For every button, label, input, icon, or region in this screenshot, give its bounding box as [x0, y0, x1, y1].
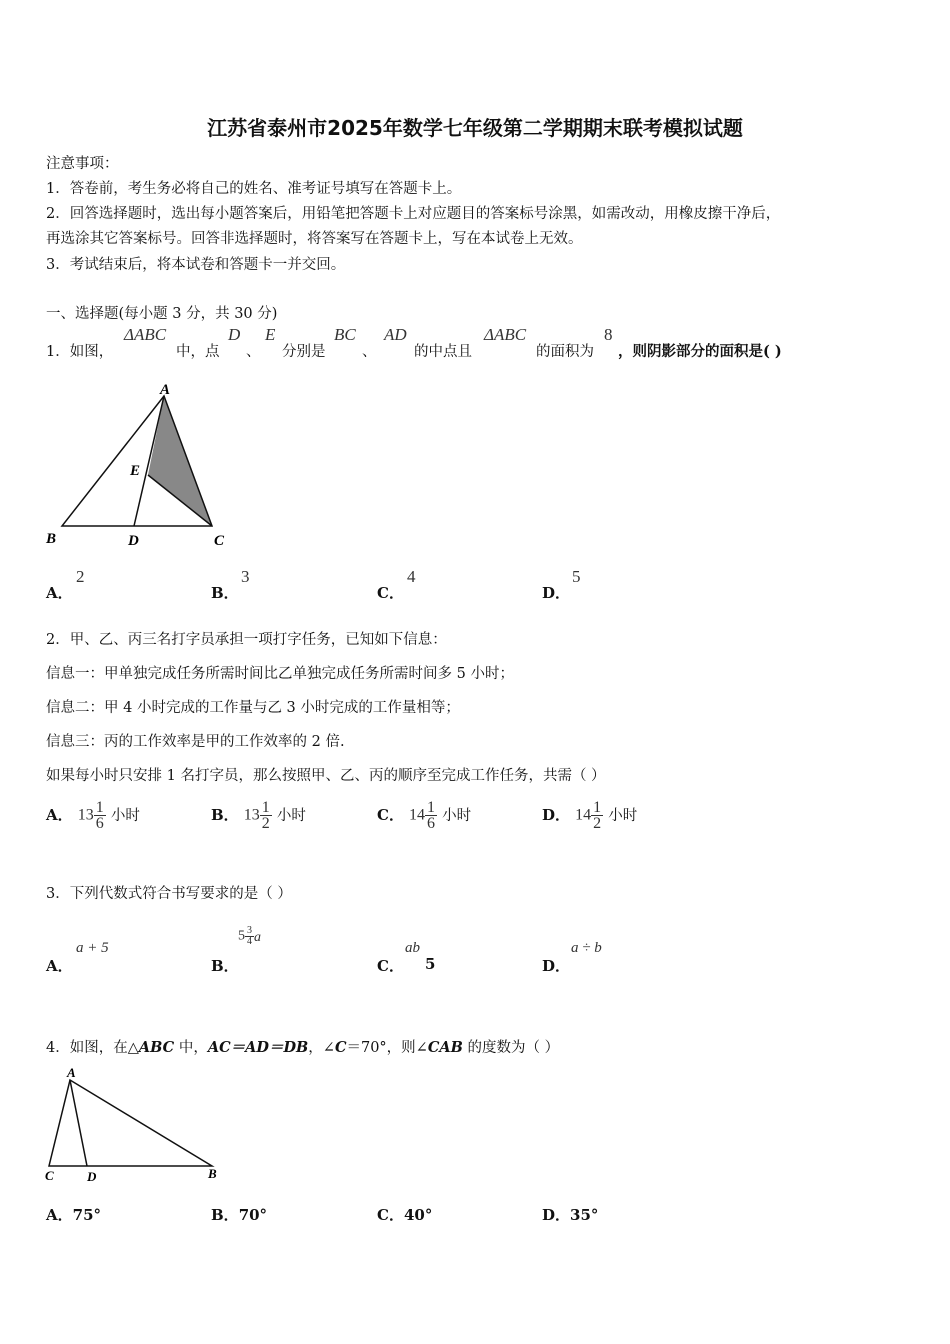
q1-math-8: 8	[604, 325, 613, 344]
q3-option-b-denominator: 4	[247, 936, 252, 947]
q3-option-d-expr: a ÷ b	[571, 940, 602, 956]
q2-option-c-fraction	[425, 800, 437, 831]
q2-option-c-unit: 小时	[442, 808, 472, 824]
q2-info-2: 信息二：甲 4 小时完成的工作量与乙 3 小时完成的工作量相等；	[46, 700, 460, 716]
q1-option-d-letter: D．	[542, 584, 571, 602]
page-title: 江苏省泰州市2025年数学七年级第二学期期末联考模拟试题	[207, 116, 743, 140]
q2-option-b	[211, 800, 306, 831]
q2-option-a-numerator: 1	[95, 799, 104, 816]
q2-intro: 2．甲、乙、丙三名打字员承担一项打字任务，已知如下信息：	[46, 632, 447, 648]
q3-option-c-suffix: 5	[425, 955, 436, 973]
q1-label-d: D	[128, 533, 139, 549]
q2-option-a-whole: 13	[77, 806, 94, 824]
q1-triangle-figure	[40, 380, 240, 555]
q3-option-a-expr: a + 5	[76, 940, 109, 956]
q1-text-2: 中，点	[176, 344, 220, 360]
q1-math-ad: AD	[384, 325, 407, 344]
q4-label-d: D	[87, 1169, 97, 1184]
q4-text-4: ＝70°，则∠	[346, 1040, 428, 1056]
notice-item-2: 2．回答选择题时，选出每小题答案后，用铅笔把答题卡上对应题目的答案标号涂黑，如需改动，用橡皮擦干净后，	[46, 206, 781, 222]
q4-bold-equal: AC＝AD＝DB	[207, 1039, 309, 1056]
q4-text-5: 的度数为（ ）	[462, 1040, 560, 1056]
section-heading: 一、选择题(每小题 3 分，共 30 分)	[46, 306, 278, 322]
q3-option-b-var: a	[254, 930, 261, 945]
q2-option-b-fraction	[260, 800, 272, 831]
q2-option-b-whole: 13	[243, 806, 260, 824]
q4-bold-c: C	[334, 1039, 347, 1056]
q4-option-a-value: 75°	[72, 1206, 102, 1224]
q1-math-bc: BC	[334, 325, 356, 344]
q2-option-d-whole: 14	[575, 806, 592, 824]
q3-option-c-expr: ab	[405, 940, 420, 956]
q1-text-7: 的面积为	[536, 344, 594, 360]
q2-option-d-denominator: 2	[593, 815, 602, 832]
q2-option-d-numerator: 1	[593, 799, 602, 816]
q2-option-c-letter: C．	[377, 806, 404, 824]
q2-option-d-fraction	[591, 800, 603, 831]
q4-option-b-value: 70°	[238, 1206, 268, 1224]
q1-text-3: 、	[246, 344, 261, 360]
notice-item-2-cont: 再选涂其它答案标号。回答非选择题时，将答案写在答题卡上，写在本试卷上无效。	[46, 231, 583, 247]
q1-math-d: D	[228, 325, 241, 344]
q1-option-d-value: 5	[572, 567, 581, 586]
q4-option-d-value: 35°	[570, 1206, 599, 1224]
q1-stem	[46, 340, 113, 361]
q1-math-triangle-abc-2: ΔABC	[484, 325, 527, 344]
q2-question: 如果每小时只安排 1 名打字员，那么按照甲、乙、丙的顺序至完成工作任务，共需（ ）	[46, 768, 606, 784]
q4-label-a: A	[67, 1065, 76, 1080]
q4-bold-abc: ABC	[138, 1039, 175, 1056]
q4-text-1: 如图，在△	[69, 1040, 139, 1056]
q4-option-d-letter: D．	[542, 1206, 571, 1224]
q1-text-4: 分别是	[282, 344, 326, 360]
q4-option-c	[377, 1204, 432, 1225]
q1-number: 1．	[46, 344, 70, 360]
notice-item-1: 1．答卷前，考生务必将自己的姓名、准考证号填写在答题卡上。	[46, 181, 462, 197]
q4-text-3: ，∠	[308, 1040, 335, 1056]
notice-item-3: 3．考试结束后，将本试卷和答题卡一并交回。	[46, 257, 346, 273]
q1-label-a: A	[160, 382, 171, 398]
q3-option-d-letter: D．	[542, 957, 571, 975]
q4-triangle-abc	[49, 1080, 212, 1166]
q1-math-e: E	[265, 325, 276, 344]
q4-option-d	[542, 1204, 598, 1225]
q1-option-b-letter: B．	[211, 584, 239, 602]
q2-option-b-unit: 小时	[276, 808, 306, 824]
q3-option-b-expr	[238, 926, 261, 947]
q2-option-a-denominator: 6	[95, 815, 104, 832]
q2-option-c-numerator: 1	[427, 799, 436, 816]
q1-math-triangle-abc: ΔABC	[124, 325, 167, 344]
q3-option-b-numerator: 3	[247, 925, 252, 936]
q3-question: 3．下列代数式符合书写要求的是（ ）	[46, 886, 292, 902]
q4-triangle-figure	[40, 1062, 230, 1187]
q2-option-d	[542, 800, 637, 831]
q1-option-c-value: 4	[407, 567, 416, 586]
q4-option-c-letter: C．	[377, 1206, 404, 1224]
q2-option-b-numerator: 1	[261, 799, 270, 816]
q1-shaded-region	[148, 396, 212, 526]
q1-label-c: C	[214, 533, 225, 549]
q4-question	[46, 1036, 559, 1057]
q2-option-c	[377, 800, 471, 831]
q1-text-6: 的中点且	[414, 344, 472, 360]
q2-option-c-denominator: 6	[427, 815, 436, 832]
q1-option-a-letter: A．	[46, 584, 73, 602]
q4-option-a-letter: A．	[46, 1206, 73, 1224]
q4-option-c-value: 40°	[403, 1206, 433, 1224]
q2-option-a-fraction	[94, 800, 106, 831]
q3-option-a-letter: A．	[46, 957, 73, 975]
q2-option-b-denominator: 2	[261, 815, 270, 832]
q4-text-2: 中，	[174, 1040, 208, 1056]
q2-option-c-whole: 14	[409, 806, 426, 824]
q2-info-1: 信息一：甲单独完成任务所需时间比乙单独完成任务所需时间多 5 小时；	[46, 666, 514, 682]
q3-option-b-fraction	[245, 926, 254, 947]
q2-option-a-letter: A．	[46, 806, 73, 824]
q2-info-3: 信息三：丙的工作效率是甲的工作效率的 2 倍.	[46, 734, 345, 750]
q4-label-c: C	[45, 1168, 54, 1183]
q3-option-b-whole: 5	[238, 928, 245, 944]
notice-heading: 注意事项：	[46, 156, 119, 172]
q2-option-a	[46, 800, 140, 831]
q2-option-d-unit: 小时	[608, 808, 638, 824]
q2-option-a-unit: 小时	[110, 808, 140, 824]
q4-bold-cab: CAB	[427, 1039, 463, 1056]
q3-option-c-letter: C．	[377, 957, 404, 975]
q4-option-b	[211, 1204, 267, 1225]
q1-option-a-value: 2	[76, 567, 85, 586]
q1-label-b: B	[46, 531, 57, 547]
q1-option-b-value: 3	[241, 567, 250, 586]
q2-option-d-letter: D．	[542, 806, 571, 824]
q3-option-b-letter: B．	[211, 957, 239, 975]
q1-text-8: ，则阴影部分的面积是( )	[618, 343, 782, 360]
q4-option-a	[46, 1204, 101, 1225]
q1-text-1: 如图，	[69, 344, 114, 360]
q1-label-e: E	[130, 463, 141, 479]
q4-segment-ad	[70, 1080, 87, 1166]
q4-number: 4．	[46, 1040, 70, 1056]
q4-option-b-letter: B．	[211, 1206, 239, 1224]
q1-text-5: 、	[362, 344, 377, 360]
q4-label-b: B	[208, 1166, 217, 1181]
q2-option-b-letter: B．	[211, 806, 239, 824]
q1-option-c-letter: C．	[377, 584, 404, 602]
